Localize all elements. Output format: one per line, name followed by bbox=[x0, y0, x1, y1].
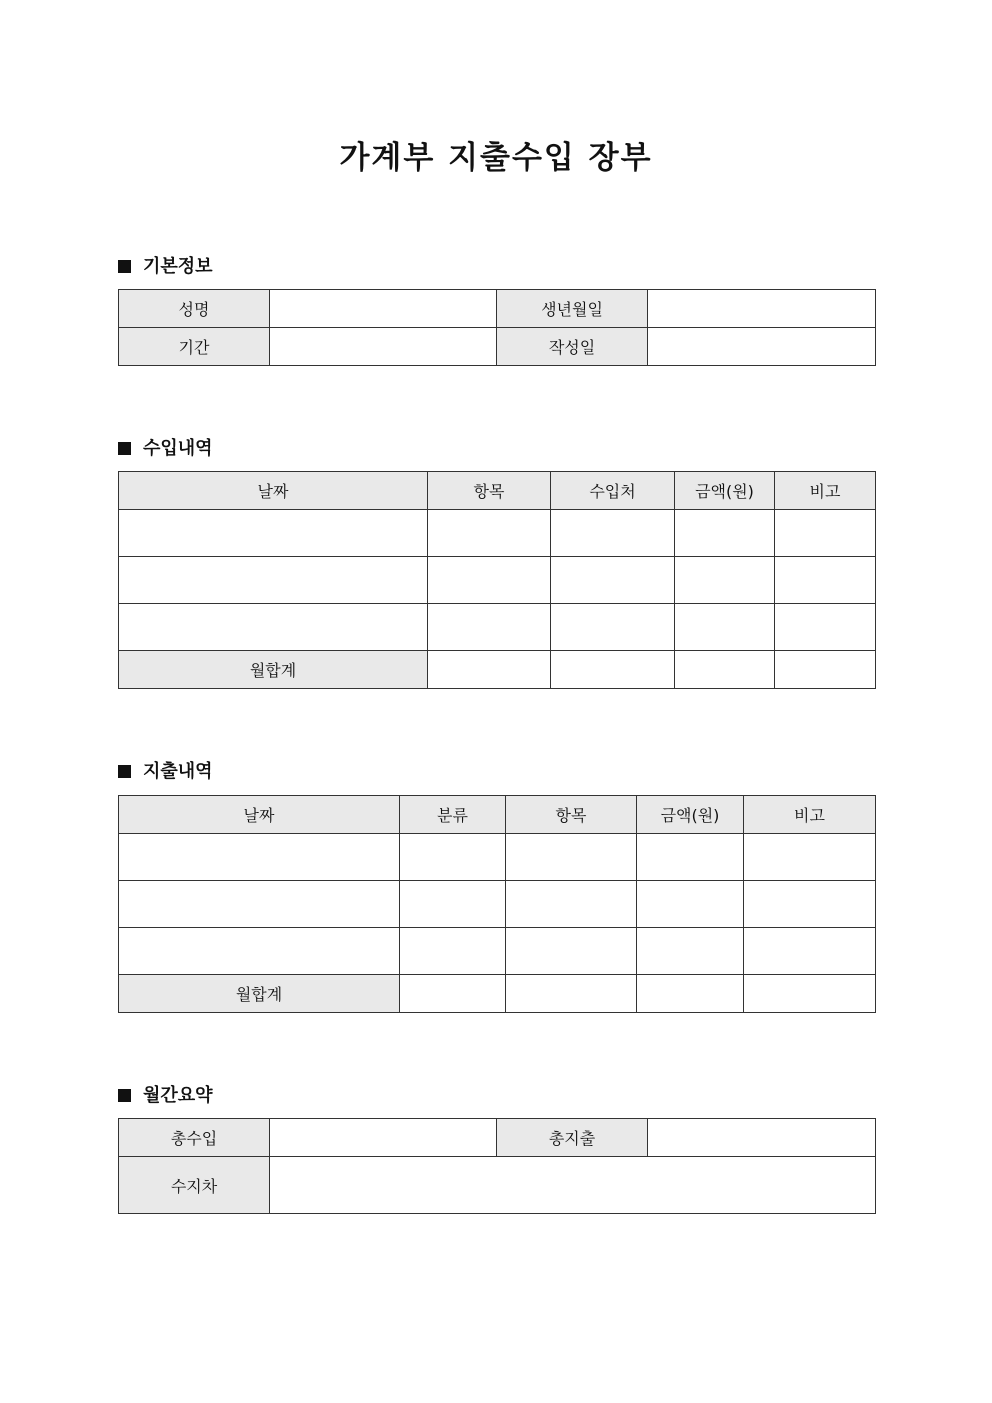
income-note-cell[interactable] bbox=[775, 510, 876, 557]
income-source-cell[interactable] bbox=[551, 604, 675, 651]
section-heading-summary bbox=[118, 1081, 213, 1107]
square-bullet-icon bbox=[118, 260, 131, 273]
column-header-date: 날짜 bbox=[119, 796, 400, 834]
table-total-row bbox=[119, 975, 876, 1013]
table-row bbox=[119, 604, 876, 651]
expense-amount-cell[interactable] bbox=[637, 928, 744, 975]
total-expense-field[interactable] bbox=[648, 1119, 876, 1157]
expense-monthly-total-label: 월합계 bbox=[119, 975, 400, 1013]
table-row bbox=[119, 928, 876, 975]
expense-note-cell[interactable] bbox=[744, 834, 876, 881]
expense-total-note-cell[interactable] bbox=[744, 975, 876, 1013]
total-income-label: 총수입 bbox=[119, 1119, 270, 1157]
column-header-date: 날짜 bbox=[119, 472, 428, 510]
income-total-item-cell[interactable] bbox=[428, 651, 551, 689]
period-label: 기간 bbox=[119, 328, 270, 366]
income-monthly-total-label: 월합계 bbox=[119, 651, 428, 689]
table-row bbox=[119, 510, 876, 557]
column-header-item: 항목 bbox=[506, 796, 637, 834]
name-label: 성명 bbox=[119, 290, 270, 328]
written-date-label: 작성일 bbox=[497, 328, 648, 366]
column-header-item: 항목 bbox=[428, 472, 551, 510]
income-amount-cell[interactable] bbox=[675, 604, 775, 651]
column-header-amount: 금액(원) bbox=[675, 472, 775, 510]
period-field[interactable] bbox=[270, 328, 497, 366]
income-source-cell[interactable] bbox=[551, 510, 675, 557]
name-field[interactable] bbox=[270, 290, 497, 328]
expense-category-cell[interactable] bbox=[400, 834, 506, 881]
birth-date-label: 생년월일 bbox=[497, 290, 648, 328]
section-heading-label: 월간요약 bbox=[143, 1085, 213, 1106]
table-total-row bbox=[119, 651, 876, 689]
expense-date-cell[interactable] bbox=[119, 928, 400, 975]
section-heading-label: 지출내역 bbox=[143, 761, 213, 782]
expense-total-category-cell[interactable] bbox=[400, 975, 506, 1013]
square-bullet-icon bbox=[118, 442, 131, 455]
table-row bbox=[119, 881, 876, 928]
expense-date-cell[interactable] bbox=[119, 834, 400, 881]
column-header-source: 수입처 bbox=[551, 472, 675, 510]
expense-total-item-cell[interactable] bbox=[506, 975, 637, 1013]
expense-category-cell[interactable] bbox=[400, 881, 506, 928]
total-income-field[interactable] bbox=[270, 1119, 497, 1157]
table-row bbox=[119, 1157, 876, 1214]
expense-note-cell[interactable] bbox=[744, 881, 876, 928]
birth-date-field[interactable] bbox=[648, 290, 876, 328]
table-header-row bbox=[119, 472, 876, 510]
expense-amount-cell[interactable] bbox=[637, 834, 744, 881]
expense-item-cell[interactable] bbox=[506, 881, 637, 928]
column-header-amount: 금액(원) bbox=[637, 796, 744, 834]
total-expense-label: 총지출 bbox=[497, 1119, 648, 1157]
income-total-amount-cell[interactable] bbox=[675, 651, 775, 689]
section-heading-label: 수입내역 bbox=[143, 438, 213, 459]
expense-date-cell[interactable] bbox=[119, 881, 400, 928]
expense-amount-cell[interactable] bbox=[637, 881, 744, 928]
expense-item-cell[interactable] bbox=[506, 834, 637, 881]
column-header-note: 비고 bbox=[775, 472, 876, 510]
column-header-note: 비고 bbox=[744, 796, 876, 834]
income-date-cell[interactable] bbox=[119, 557, 428, 604]
square-bullet-icon bbox=[118, 1089, 131, 1102]
income-item-cell[interactable] bbox=[428, 557, 551, 604]
section-heading-label: 기본정보 bbox=[143, 256, 213, 277]
expense-note-cell[interactable] bbox=[744, 928, 876, 975]
expense-item-cell[interactable] bbox=[506, 928, 637, 975]
written-date-field[interactable] bbox=[648, 328, 876, 366]
income-item-cell[interactable] bbox=[428, 604, 551, 651]
income-amount-cell[interactable] bbox=[675, 510, 775, 557]
table-header-row bbox=[119, 796, 876, 834]
income-date-cell[interactable] bbox=[119, 604, 428, 651]
table-row bbox=[119, 557, 876, 604]
income-source-cell[interactable] bbox=[551, 557, 675, 604]
income-table bbox=[118, 471, 876, 689]
income-total-source-cell[interactable] bbox=[551, 651, 675, 689]
income-amount-cell[interactable] bbox=[675, 557, 775, 604]
income-item-cell[interactable] bbox=[428, 510, 551, 557]
expense-total-amount-cell[interactable] bbox=[637, 975, 744, 1013]
section-heading-basic-info bbox=[118, 252, 213, 278]
table-row bbox=[119, 290, 876, 328]
balance-label: 수지차 bbox=[119, 1157, 270, 1214]
square-bullet-icon bbox=[118, 765, 131, 778]
summary-table bbox=[118, 1118, 876, 1214]
expense-table bbox=[118, 795, 876, 1013]
column-header-category: 분류 bbox=[400, 796, 506, 834]
section-heading-expense bbox=[118, 757, 213, 783]
section-heading-income bbox=[118, 434, 213, 460]
table-row bbox=[119, 328, 876, 366]
balance-field[interactable] bbox=[270, 1157, 876, 1214]
basic-info-table bbox=[118, 289, 876, 366]
table-row bbox=[119, 834, 876, 881]
income-total-note-cell[interactable] bbox=[775, 651, 876, 689]
expense-category-cell[interactable] bbox=[400, 928, 506, 975]
income-date-cell[interactable] bbox=[119, 510, 428, 557]
income-note-cell[interactable] bbox=[775, 557, 876, 604]
income-note-cell[interactable] bbox=[775, 604, 876, 651]
page-title: 가계부 지출수입 장부 bbox=[339, 140, 653, 176]
table-row bbox=[119, 1119, 876, 1157]
